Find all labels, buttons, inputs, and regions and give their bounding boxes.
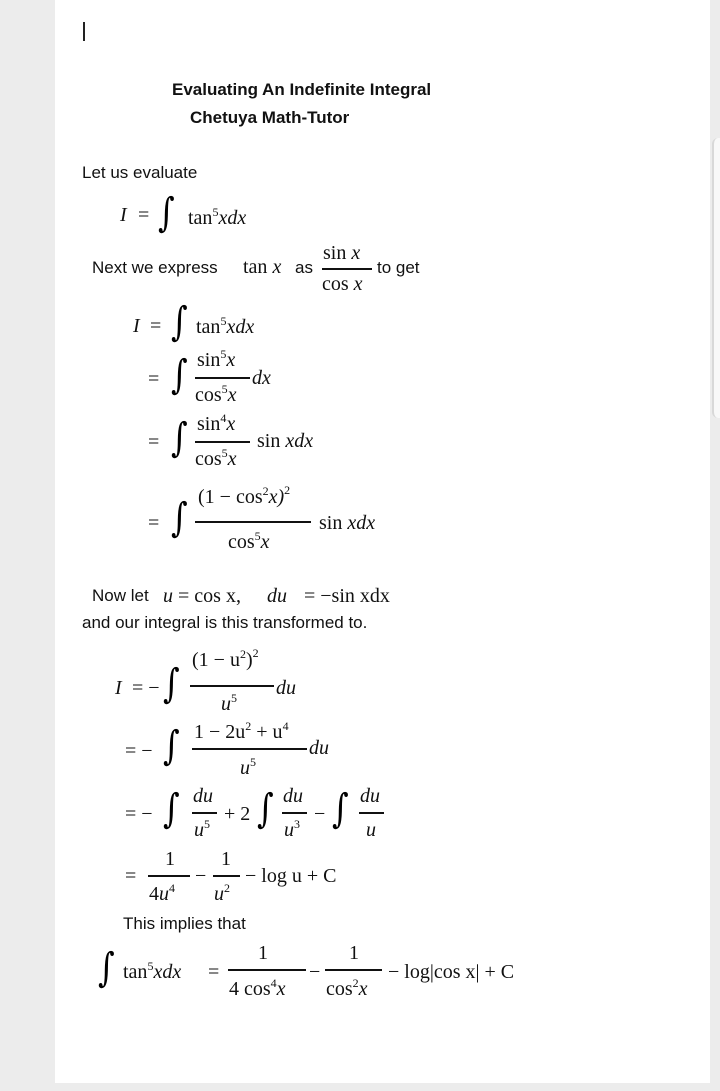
fraction-bar: [325, 969, 382, 971]
integral-sign: ∫: [163, 723, 180, 769]
integral-sign: ∫: [171, 299, 188, 345]
transformed-text: and our integral is this transformed to.: [82, 613, 368, 632]
fraction-bar: [195, 521, 311, 523]
integral-sign: ∫: [171, 352, 188, 398]
fraction-bar: [190, 685, 274, 687]
express-text: Next we express: [92, 258, 218, 277]
fraction-bar: [195, 377, 250, 379]
intro-text: Let us evaluate: [82, 163, 198, 182]
integral-sign: ∫: [163, 786, 180, 832]
fraction-bar: [228, 969, 306, 971]
as-text: as: [295, 258, 313, 277]
expr: $\tan^5xdx$: [188, 205, 247, 229]
scrollbar[interactable]: [712, 138, 720, 418]
frac-num: sin x: [323, 242, 361, 264]
eq-sign: =: [138, 204, 150, 226]
fraction-bar: [322, 268, 372, 270]
integral-sign: ∫: [158, 190, 175, 236]
integral-sign: ∫: [163, 661, 180, 707]
frac-den: cos x: [322, 273, 363, 295]
to-get-text: to get: [377, 258, 420, 277]
implies-text: This implies that: [123, 914, 246, 933]
integral-sign: ∫: [257, 786, 274, 832]
fraction-bar: [192, 748, 307, 750]
integral-sign: ∫: [171, 415, 188, 461]
fraction-bar: [192, 812, 217, 814]
integral-sign: ∫: [171, 495, 188, 541]
fraction-bar: [213, 875, 240, 877]
fraction-bar: [195, 441, 250, 443]
fraction-bar: [148, 875, 190, 877]
tan-x: tan x: [243, 256, 282, 278]
page-author: Chetuya Math-Tutor: [190, 108, 350, 127]
page-title: Evaluating An Indefinite Integral: [172, 80, 432, 99]
fraction-bar: [282, 812, 307, 814]
var-i: I: [120, 204, 127, 226]
integral-sign: ∫: [98, 945, 115, 991]
text-cursor: [83, 22, 85, 41]
integral-sign: ∫: [332, 786, 349, 832]
fraction-bar: [359, 812, 384, 814]
